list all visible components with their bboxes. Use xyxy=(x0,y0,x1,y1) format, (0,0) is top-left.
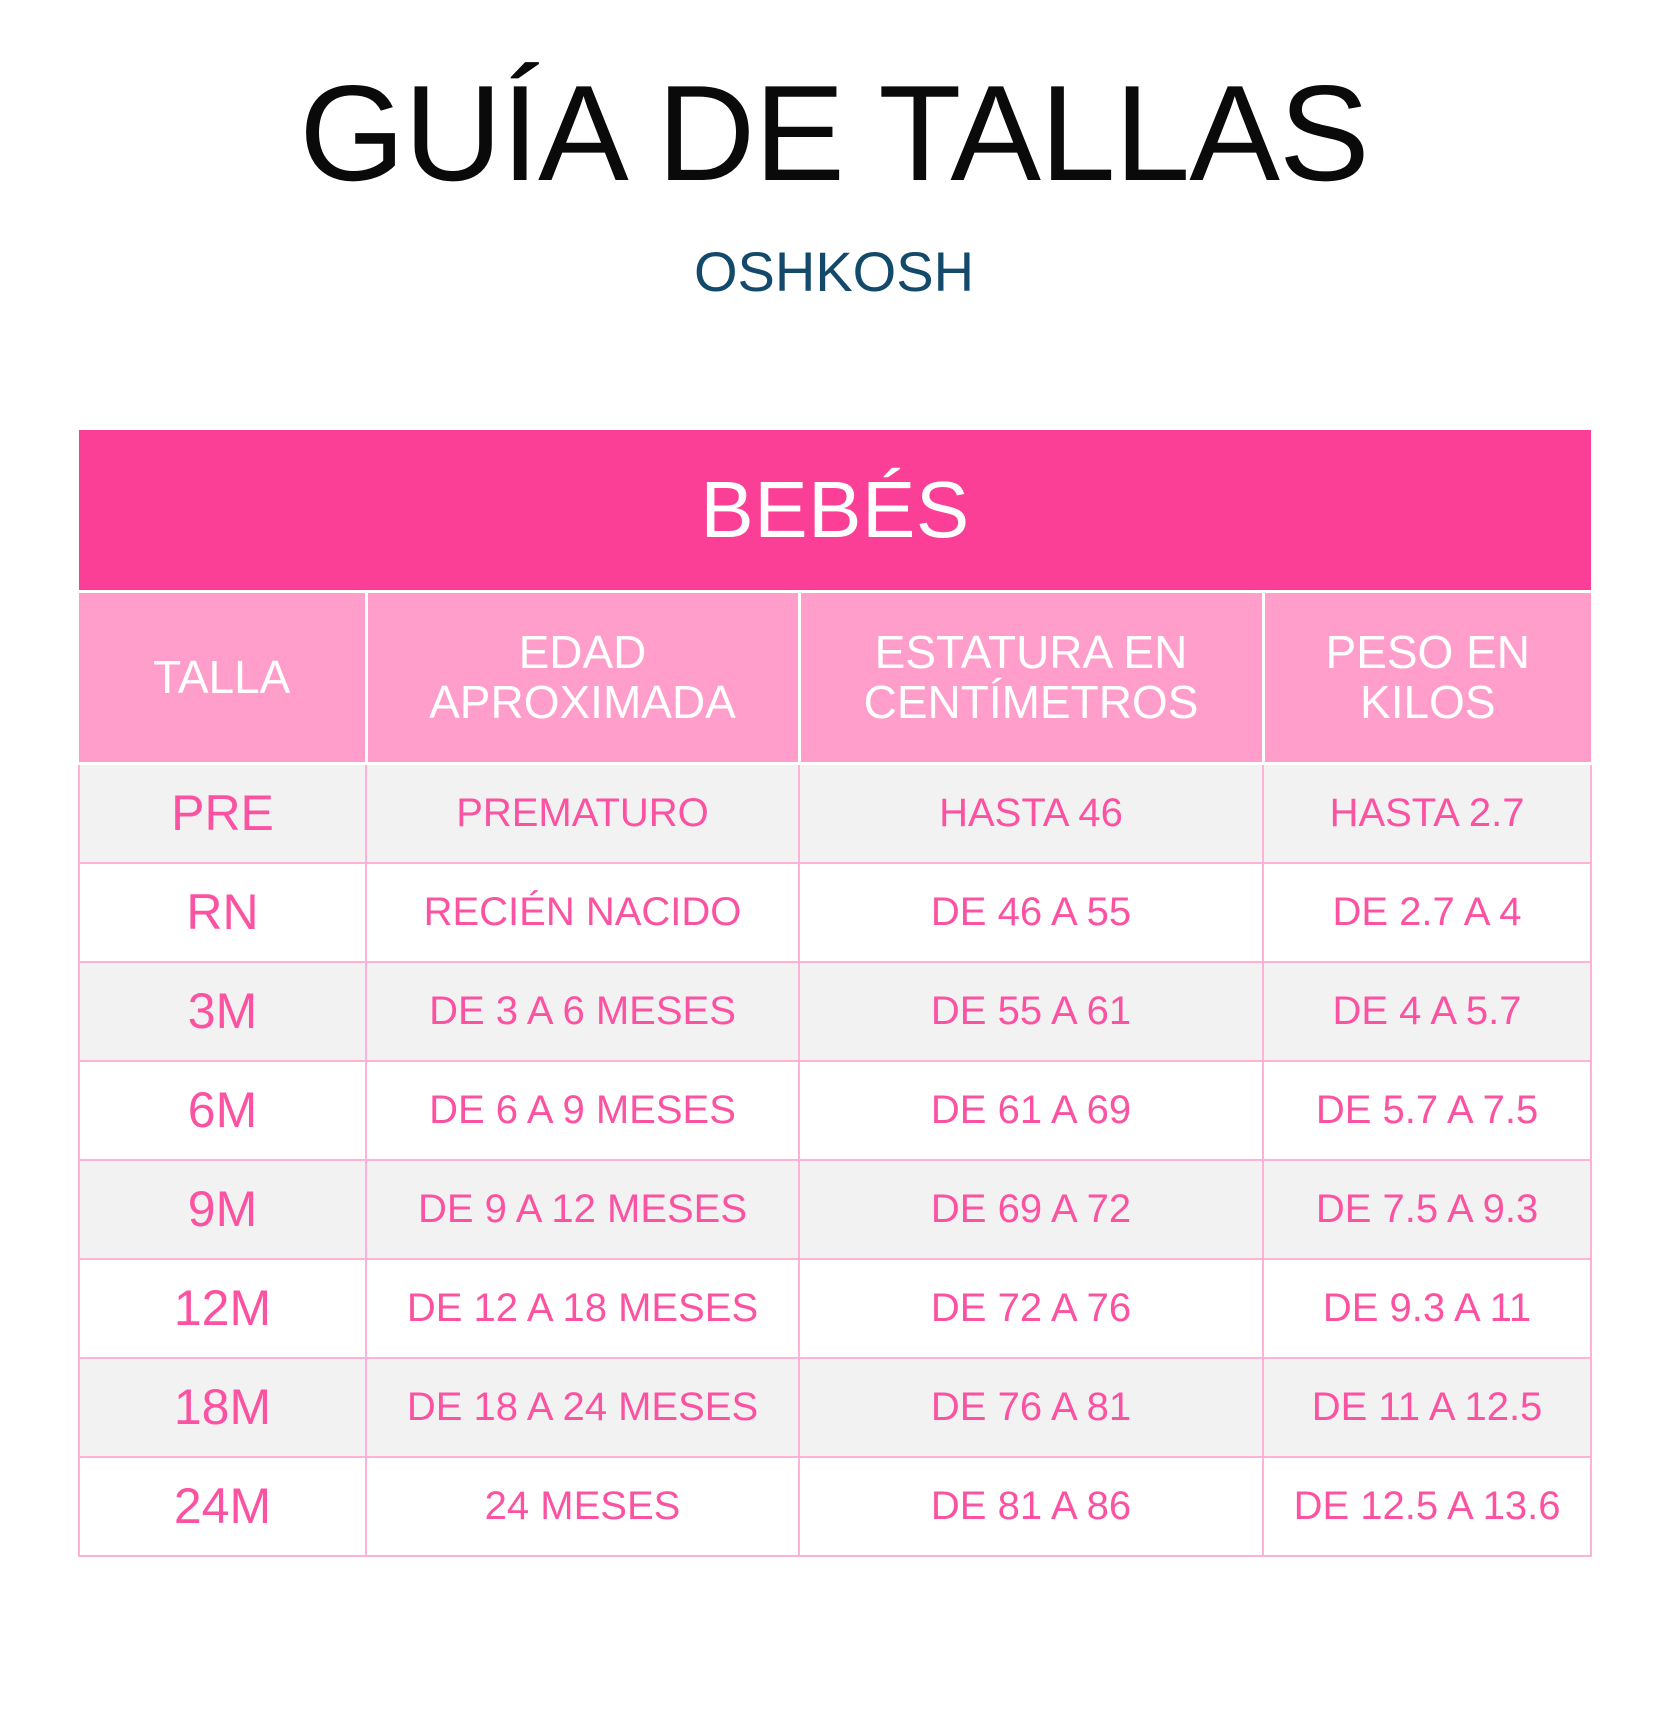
cell-talla: 9M xyxy=(79,1160,366,1259)
cell-estatura: HASTA 46 xyxy=(799,764,1263,863)
cell-peso: DE 11 A 12.5 xyxy=(1263,1358,1591,1457)
table-row xyxy=(79,1358,1591,1457)
column-header-estatura: ESTATURA EN CENTÍMETROS xyxy=(799,592,1263,764)
cell-talla: 12M xyxy=(79,1259,366,1358)
cell-estatura: DE 61 A 69 xyxy=(799,1061,1263,1160)
cell-talla: PRE xyxy=(79,764,366,863)
table-head-columns xyxy=(79,592,1591,764)
table-row xyxy=(79,1061,1591,1160)
column-header-edad: EDAD APROXIMADA xyxy=(366,592,799,764)
cell-edad: DE 12 A 18 MESES xyxy=(366,1259,799,1358)
cell-estatura: DE 46 A 55 xyxy=(799,863,1263,962)
cell-talla: 24M xyxy=(79,1457,366,1556)
cell-talla: 18M xyxy=(79,1358,366,1457)
cell-edad: DE 18 A 24 MESES xyxy=(366,1358,799,1457)
cell-peso: DE 4 A 5.7 xyxy=(1263,962,1591,1061)
table-row xyxy=(79,764,1591,863)
cell-talla: RN xyxy=(79,863,366,962)
cell-estatura: DE 76 A 81 xyxy=(799,1358,1263,1457)
size-guide-page xyxy=(0,57,1668,1730)
table-body xyxy=(79,764,1591,1556)
table-row xyxy=(79,962,1591,1061)
column-header-peso: PESO EN KILOS xyxy=(1263,592,1591,764)
size-table-container xyxy=(78,430,1590,1557)
column-header-talla: TALLA xyxy=(79,592,366,764)
cell-edad: 24 MESES xyxy=(366,1457,799,1556)
cell-peso: DE 2.7 A 4 xyxy=(1263,863,1591,962)
cell-peso: DE 12.5 A 13.6 xyxy=(1263,1457,1591,1556)
cell-edad: PREMATURO xyxy=(366,764,799,863)
cell-estatura: DE 69 A 72 xyxy=(799,1160,1263,1259)
cell-estatura: DE 81 A 86 xyxy=(799,1457,1263,1556)
cell-peso: HASTA 2.7 xyxy=(1263,764,1591,863)
cell-estatura: DE 72 A 76 xyxy=(799,1259,1263,1358)
page-title: GUÍA DE TALLAS xyxy=(299,57,1369,209)
table-row xyxy=(79,1457,1591,1556)
cell-estatura: DE 55 A 61 xyxy=(799,962,1263,1061)
cell-edad: DE 3 A 6 MESES xyxy=(366,962,799,1061)
cell-peso: DE 7.5 A 9.3 xyxy=(1263,1160,1591,1259)
category-banner: BEBÉS xyxy=(79,430,1591,592)
cell-talla: 6M xyxy=(79,1061,366,1160)
table-head-banner xyxy=(79,430,1591,592)
size-table xyxy=(78,430,1592,1557)
cell-peso: DE 9.3 A 11 xyxy=(1263,1259,1591,1358)
brand-name: OSHKOSH xyxy=(693,239,975,303)
cell-edad: RECIÉN NACIDO xyxy=(366,863,799,962)
cell-edad: DE 6 A 9 MESES xyxy=(366,1061,799,1160)
cell-peso: DE 5.7 A 7.5 xyxy=(1263,1061,1591,1160)
cell-edad: DE 9 A 12 MESES xyxy=(366,1160,799,1259)
table-row xyxy=(79,1160,1591,1259)
table-row xyxy=(79,863,1591,962)
table-row xyxy=(79,1259,1591,1358)
cell-talla: 3M xyxy=(79,962,366,1061)
